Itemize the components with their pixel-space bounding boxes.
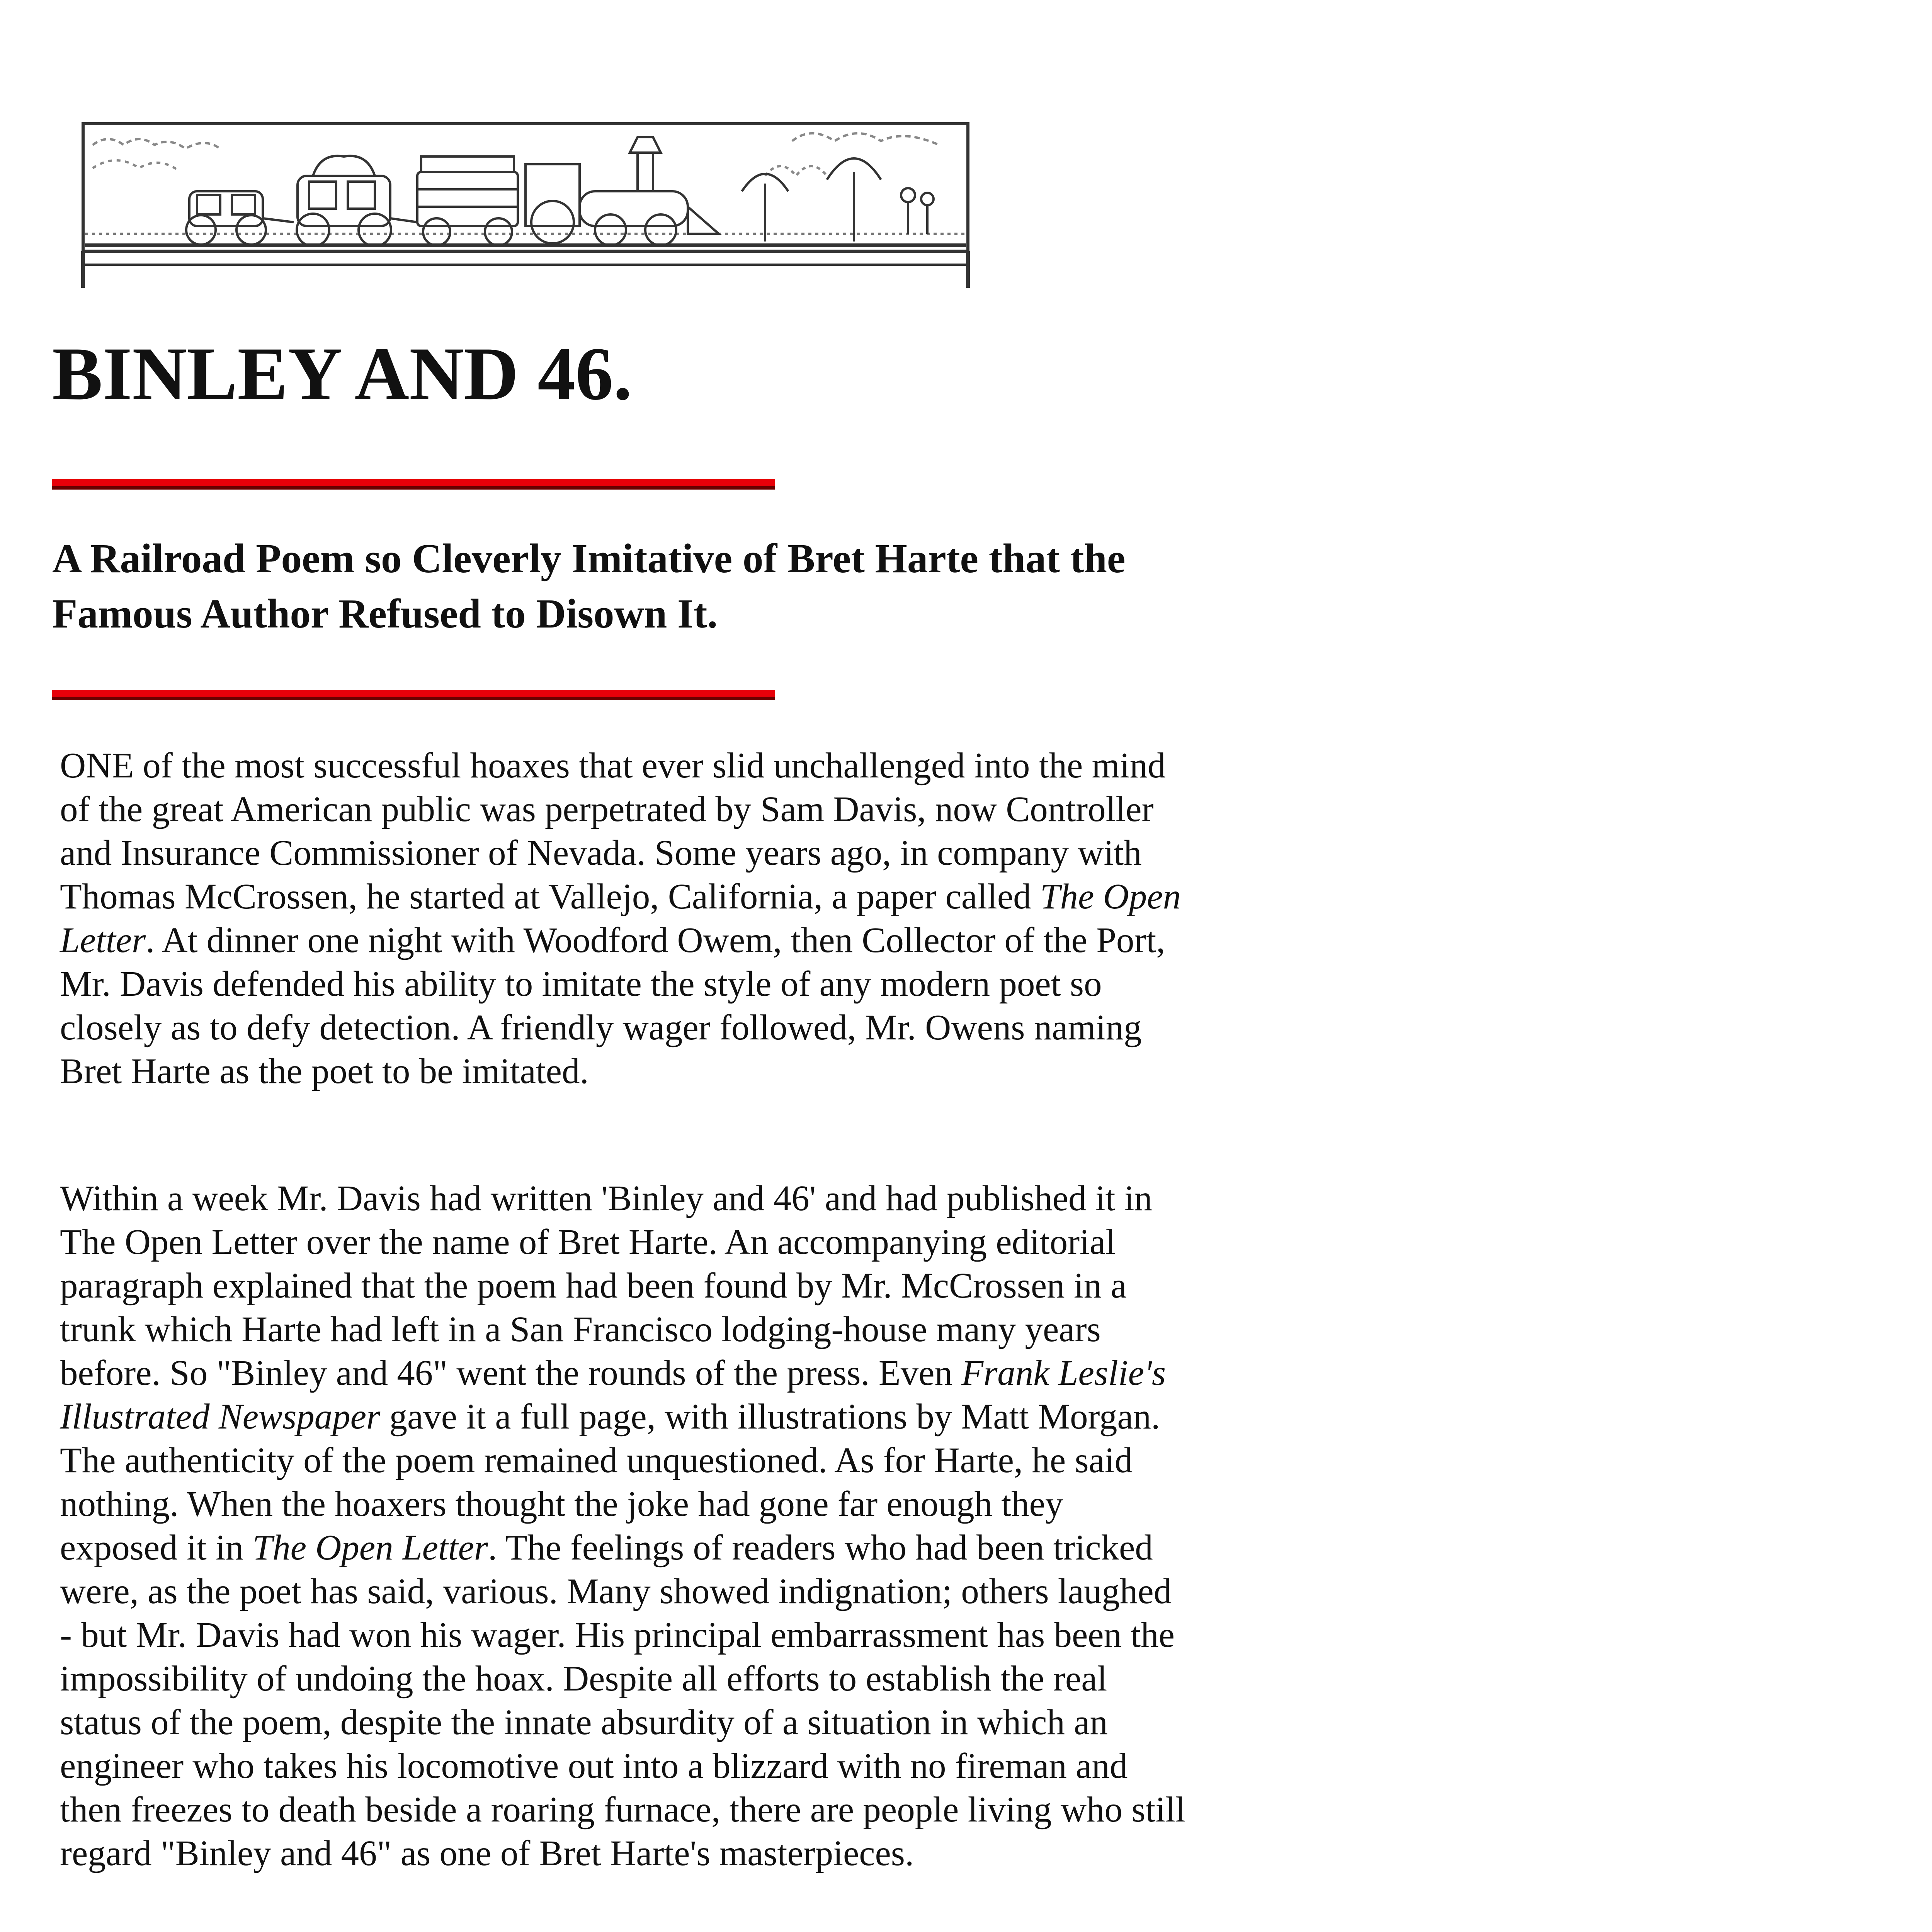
paragraph-text: gave it a full page, with illustrations by Matt Morgan. The authenticity of the poem remained unquestioned. As for Harte, he said nothing. When the hoaxers thought the joke had gone far enough they exposed it in: [60, 1397, 1160, 1568]
subtitle: A Railroad Poem so Cleverly Imitative of Bret Harte that the Famous Author Refused to Disown It.: [52, 536, 1126, 637]
publication-title: The Open Letter: [252, 1528, 488, 1568]
publication-title: The Open Letter: [60, 877, 1181, 960]
paragraph-text: . At dinner one night with Woodford Owem, then Collector of the Port, Mr. Davis defended his ability to imitate the style of any modern poet so closely as to defy detection. A friendly wager followed, Mr. Owens naming Bret Harte as the poet to be imitated.: [60, 920, 1165, 1091]
paragraph-1: [60, 744, 1188, 1093]
page-title: BINLEY AND 46.: [52, 332, 633, 416]
paragraph-text: Within a week Mr. Davis had written 'Binley and 46' and had published it in The Open Letter over the name of Bret Harte. An accompanying editorial paragraph explained that the poem had been found by Mr. McCrossen in a trunk which Harte had left in a San Francisco lodging-house many years before. So "Binley and 46" went the rounds of the press. Even: [60, 1179, 1153, 1393]
paragraph-text: . The feelings of readers who had been tricked were, as the poet has said, various. Many showed indignation; others laughed - but Mr. Davis had won his wager. His principal embarrassment has been the impossibility of undoing the hoax. Despite all efforts to establish the real status of the poem, despite the innate absurdity of a situation in which an engineer who takes his locomotive out into a blizzard with no fireman and then freezes to death beside a roaring furnace, there are people living who still regard "Binley and 46" as one of Bret Harte's masterpieces.: [60, 1528, 1185, 1873]
divider-rule: [52, 690, 775, 700]
paragraph-2: [60, 1177, 1188, 1875]
paragraph-text: ONE of the most successful hoaxes that ever slid unchallenged into the mind of the great American public was perpetrated by Sam Davis, now Controller and Insurance Commissioner of Nevada. Some years ago, in company with Thomas McCrossen, he started at Vallejo, California, a paper called: [60, 746, 1166, 917]
divider-rule: [52, 479, 775, 490]
publication-title: Frank Leslie's Illustrated Newspaper: [60, 1353, 1166, 1437]
railroad-train-engraving-icon: [77, 118, 974, 290]
